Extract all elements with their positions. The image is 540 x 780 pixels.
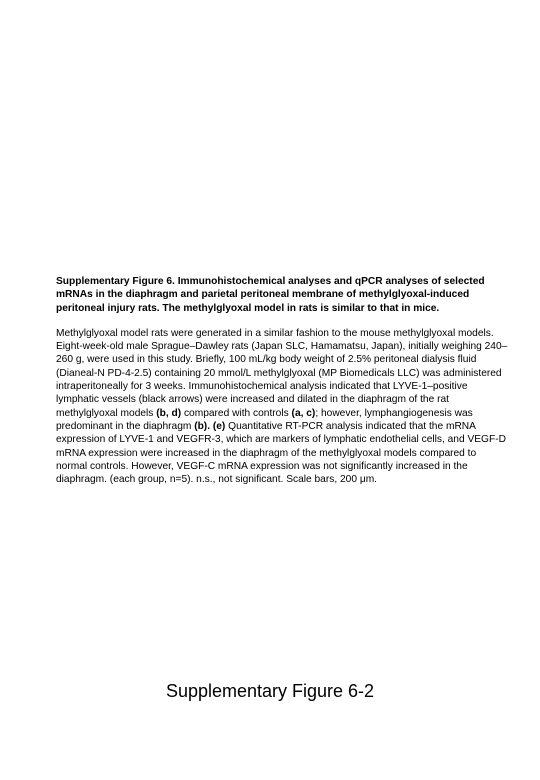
- caption-panel-ref: (b). (e): [194, 420, 226, 432]
- caption-body-text: Quantitative RT-PCR analysis indicated that the mRNA expression of LYVE-1 and VEGFR-3, which are markers of lymphatic endothelial cells, and VEGF-D mRNA expression were increased in the diaphragm of the methylglyoxal models compared to normal controls. However, VEGF-C mRNA expression was not significantly increased in the diaphragm. (each group, n=5). n.s., not significant. Scale bars, 200 μm.: [56, 420, 506, 486]
- caption-body-text: Methylglyoxal model rats were generated in a similar fashion to the mouse methylglyoxal models. Eight-week-old male Sprague–Dawley rats (Japan SLC, Hamamatsu, Japan), initially weighing 240–260 g, were used in this study. Briefly, 100 mL/kg body weight of 2.5% peritoneal dialysis fluid (Dianeal-N PD-4-2.5) containing 20 mmol/L methylglyoxal (MP Biomedicals LLC) was administered intraperitoneally for 3 weeks. Immunohistochemical analysis indicated that LYVE-1–positive lymphatic vessels (black arrows) were increased and dilated in the diaphragm of the rat methylglyoxal models: [56, 327, 508, 419]
- caption-body-text: ; however, lymphangiogenesis was predominant in the diaphragm: [56, 407, 473, 432]
- caption-panel-ref: (b, d): [156, 407, 182, 419]
- caption-body: [56, 327, 508, 487]
- caption-heading: Supplementary Figure 6. Immunohistochemical analyses and qPCR analyses of selected mRNAs in the diaphragm and parietal peritoneal membrane of methylglyoxal-induced peritoneal injury rats. The methylglyoxal model in rats is similar to that in mice.: [56, 276, 485, 314]
- figure-label: Supplementary Figure 6-2: [165, 681, 375, 701]
- figure-caption: [56, 275, 508, 486]
- caption-body-text: compared with controls: [181, 407, 292, 419]
- caption-panel-ref: (a, c): [291, 407, 316, 419]
